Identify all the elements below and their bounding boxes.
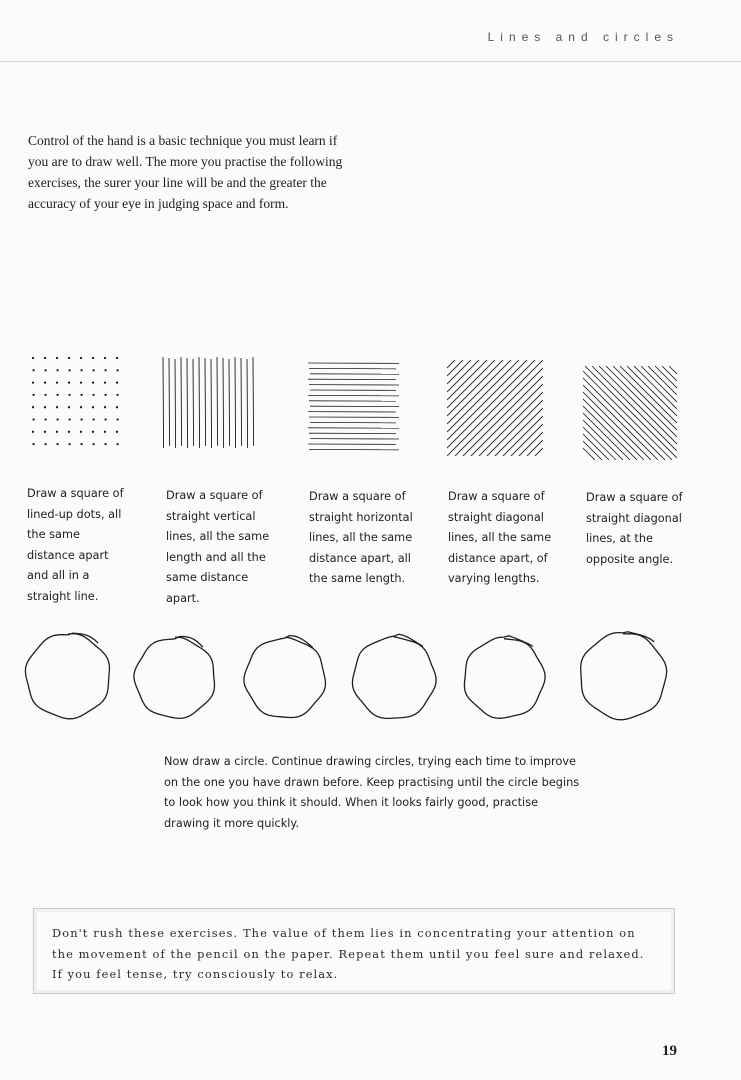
- dot: [104, 381, 106, 383]
- dot: [92, 418, 94, 420]
- opposite-diagonal-stroke: [613, 366, 677, 430]
- dot: [68, 418, 70, 420]
- dot: [56, 443, 58, 445]
- dot: [44, 418, 46, 420]
- dot: [80, 443, 82, 445]
- opposite-diagonal-stroke: [583, 427, 616, 460]
- diagonal-stroke: [447, 360, 519, 432]
- dot: [104, 431, 106, 433]
- dot: [56, 357, 58, 359]
- vertical-stroke: [229, 359, 230, 446]
- diagonal-stroke: [447, 360, 463, 376]
- dot: [32, 431, 34, 433]
- intro-paragraph: Control of the hand is a basic technique you must learn if you are to draw well. The more you practise the following exercises, the surer your line will be and the greater the accuracy of your eye in judging space and form.: [28, 133, 343, 211]
- dot: [80, 418, 82, 420]
- dot: [68, 443, 70, 445]
- dot: [44, 406, 46, 408]
- opposite-diagonal-stroke: [583, 371, 672, 460]
- header-rule: [0, 61, 741, 62]
- diagonal-stroke: [455, 368, 543, 456]
- diagonal-stroke: [479, 392, 543, 456]
- vertical-stroke: [253, 357, 254, 446]
- exercise-caption-horizontal: Draw a square of straight horizontal lines, all the same distance apart, all the same length.: [309, 490, 413, 585]
- page-number: 19: [662, 1043, 677, 1059]
- dot: [80, 394, 82, 396]
- dot: [44, 357, 46, 359]
- diagonal-stroke: [511, 424, 543, 456]
- dot: [68, 431, 70, 433]
- dot: [44, 369, 46, 371]
- dot: [116, 431, 118, 433]
- dot: [116, 394, 118, 396]
- dot: [116, 406, 118, 408]
- dot: [56, 418, 58, 420]
- opposite-diagonal-stroke: [641, 366, 677, 402]
- tip-box: [33, 908, 675, 994]
- dot: [104, 443, 106, 445]
- diagonal-stroke: [527, 440, 543, 456]
- hand-drawn-circle-icon: [581, 632, 667, 720]
- dot: [92, 381, 94, 383]
- dot: [44, 394, 46, 396]
- dot: [32, 357, 34, 359]
- hand-drawn-circle-icon: [464, 636, 545, 719]
- dot: [116, 418, 118, 420]
- vertical-lines-icon: [160, 355, 260, 451]
- dot-grid-icon: [27, 352, 123, 448]
- dot: [116, 369, 118, 371]
- opposite-diagonal-stroke: [583, 448, 595, 460]
- diagonal-stroke: [447, 360, 487, 400]
- dot: [104, 369, 106, 371]
- diagonal-stroke: [447, 360, 543, 456]
- diagonal-stroke: [447, 360, 535, 448]
- dot: [32, 406, 34, 408]
- exercise-caption-diagonal: Draw a square of straight diagonal lines, all the same distance apart, of varying lengths.: [448, 490, 552, 585]
- dot: [68, 357, 70, 359]
- diagonal-stroke: [471, 384, 543, 456]
- hand-drawn-circle-icon: [134, 637, 215, 719]
- dot: [80, 381, 82, 383]
- dot: [32, 418, 34, 420]
- vertical-stroke: [199, 357, 200, 448]
- vertical-stroke: [205, 358, 206, 446]
- dot: [104, 406, 106, 408]
- diagonal-stroke: [447, 360, 455, 368]
- opposite-diagonal-stroke: [620, 366, 677, 423]
- vertical-stroke: [247, 359, 248, 448]
- opposite-diagonal-stroke: [583, 434, 609, 460]
- opposite-diagonal-stroke: [662, 366, 677, 381]
- dot: [92, 406, 94, 408]
- dot: [44, 431, 46, 433]
- opposite-diagonal-stroke: [583, 413, 630, 460]
- circle-row: [20, 620, 720, 730]
- vertical-stroke: [175, 359, 176, 448]
- dot: [32, 443, 34, 445]
- dot: [80, 406, 82, 408]
- opposite-diagonal-stroke: [583, 392, 651, 460]
- diagonal-stroke: [503, 416, 543, 456]
- dot: [56, 394, 58, 396]
- vertical-stroke: [187, 358, 188, 448]
- opposite-diagonal-stroke: [599, 366, 677, 444]
- opposite-diagonal-stroke: [606, 366, 677, 437]
- dot: [116, 443, 118, 445]
- diagonal-stroke: [447, 360, 503, 416]
- diagonal-stroke: [447, 360, 511, 424]
- dot: [80, 357, 82, 359]
- dot: [68, 381, 70, 383]
- opposite-diagonal-stroke: [585, 366, 677, 458]
- dot: [116, 381, 118, 383]
- vertical-stroke: [223, 358, 224, 448]
- dot: [32, 394, 34, 396]
- diagonal-stroke: [447, 360, 495, 408]
- dot: [104, 418, 106, 420]
- circle-instruction: Now draw a circle. Continue drawing circles, trying each time to improve on the one you have drawn before. Keep practising until the circle begins to look how you think it should. When it looks fairly good, practise drawing it more quickly.: [164, 755, 580, 830]
- diagonal-stroke: [487, 400, 543, 456]
- exercise-caption-vertical: Draw a square of straight vertical lines, all the same length and all the same distance apart.: [166, 489, 270, 605]
- hand-drawn-circle-icon: [352, 634, 436, 718]
- dot: [104, 394, 106, 396]
- opposite-diagonal-stroke: [583, 406, 637, 460]
- diagonal-stroke: [447, 360, 479, 392]
- dot: [80, 369, 82, 371]
- dot: [56, 406, 58, 408]
- opposite-diagonal-stroke: [648, 366, 677, 395]
- vertical-stroke: [211, 359, 212, 448]
- dot: [80, 431, 82, 433]
- dot: [92, 431, 94, 433]
- exercise-caption-opposite: Draw a square of straight diagonal lines, at the opposite angle.: [586, 491, 683, 566]
- dot: [32, 381, 34, 383]
- vertical-stroke: [163, 357, 164, 448]
- horizontal-lines-icon: [307, 360, 401, 454]
- dot: [68, 394, 70, 396]
- vertical-stroke: [241, 358, 242, 446]
- dot: [92, 443, 94, 445]
- vertical-stroke: [193, 359, 194, 446]
- vertical-stroke: [169, 358, 170, 446]
- dot: [68, 406, 70, 408]
- dot: [68, 369, 70, 371]
- dot: [44, 381, 46, 383]
- opposite-diagonal-stroke: [655, 366, 677, 388]
- dot: [104, 357, 106, 359]
- tip-text: Don't rush these exercises. The value of them lies in concentrating your attention on the movement of the pencil on the paper. Repeat them until you feel sure and relaxed. If you feel tense, try consciously to relax.: [52, 926, 645, 981]
- exercise-caption-dots: Draw a square of lined-up dots, all the same distance apart and all in a straight line.: [27, 487, 124, 603]
- hand-drawn-circle-icon: [244, 636, 326, 718]
- opposite-diagonal-stroke: [669, 366, 677, 374]
- dot: [92, 357, 94, 359]
- dot: [32, 369, 34, 371]
- opposite-diagonal-stroke: [583, 378, 665, 460]
- dot: [56, 431, 58, 433]
- dot: [92, 369, 94, 371]
- opposite-diagonal-stroke: [634, 366, 677, 409]
- vertical-stroke: [235, 357, 236, 448]
- opposite-diagonal-stroke: [583, 385, 658, 460]
- opposite-diagonal-stroke: [592, 366, 677, 451]
- dot: [116, 357, 118, 359]
- diagonal-stroke: [495, 408, 543, 456]
- vertical-stroke: [217, 357, 218, 446]
- dot: [92, 394, 94, 396]
- dot: [56, 369, 58, 371]
- vertical-stroke: [181, 357, 182, 446]
- running-header: Lines and circles: [487, 30, 679, 44]
- hand-drawn-circle-icon: [25, 633, 109, 719]
- dot: [44, 443, 46, 445]
- dot: [56, 381, 58, 383]
- diagonal-lines-icon: [447, 360, 543, 456]
- opposite-diagonal-lines-icon: [583, 366, 677, 460]
- diagonal-stroke: [535, 448, 543, 456]
